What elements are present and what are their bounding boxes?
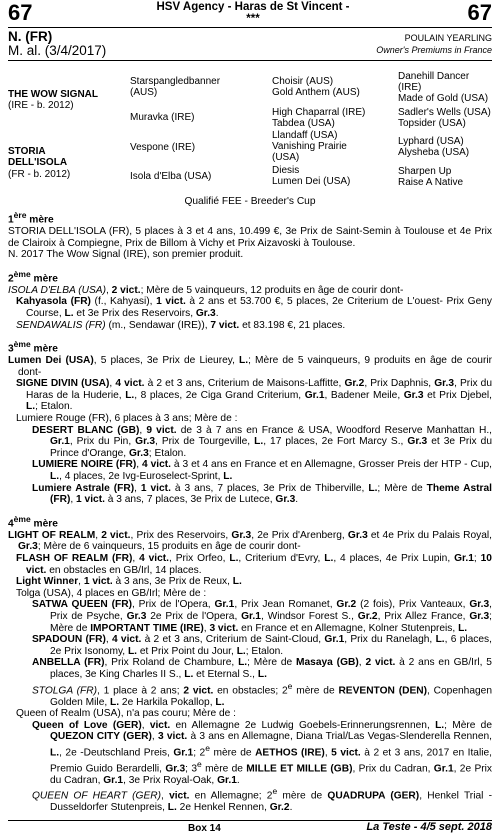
dam-name: STORIA DELL'ISOLA — [8, 146, 68, 169]
produce-entry: STOLGA (FR), 1 place à 2 ans; 2 vict. en obstacles; 2e mère de REVENTON (DEN), Copenhagen Golden Mile, L. 2e Harkila Pokallop, L. — [32, 680, 493, 708]
sale-place-date: La Teste - 4/5 sept. 2018 — [366, 821, 492, 833]
pedigree-g3: Diesis Lumen Dei (USA) — [272, 165, 351, 188]
produce-entry: Lumiere Astrale (FR), 1 vict. à 3 ans, 7 places, 3e Prix de Thiberville, L.; Mère de Theme Astral (FR), 1 vict. à 3 ans, 7 places, 3e Prix de Lutece, Gr.3. — [32, 482, 492, 506]
box-number: Box 14 — [188, 823, 221, 834]
dam-record: STORIA DELL'ISOLA (FR), 5 places à 3 et 4 ans, 10.499 €, 3e Prix de Saint-Semin à Toulouse et 4e Prix de Clairoix à Compiegne, Prix de Billom à Vichy et Prix Aizavoski à Toulouse. N. 2017 The Wow Signal (IRE), son premier produit. — [8, 225, 492, 261]
pedigree-g2: Vespone (IRE) — [130, 142, 196, 153]
pedigree-g4: Sadler's Wells (USA) Topsider (USA) — [398, 107, 491, 130]
lot-number: 67 — [8, 0, 33, 25]
produce-entry: FLASH OF REALM (FR), 4 vict., Prix Orfeo, L., Criterium d'Evry, L., 4 places, 4e Prix Lupin, Gr.1; 10 vict. en obstacles en GB/Irl, 14 places. — [16, 553, 492, 576]
qualification: Qualifié FEE - Breeder's Cup — [184, 196, 316, 207]
header-rule — [8, 27, 492, 28]
produce-entry: Queen of Realm (USA), n'a pas couru; Mère de : — [16, 708, 236, 720]
section-heading: 2ème mère — [8, 268, 58, 285]
produce-entry: Tolga (USA), 4 places en GB/Irl; Mère de : — [16, 587, 207, 599]
produce-entry: Kahyasola (FR) (f., Kahyasi), 1 vict. à 2 ans et 53.700 €, 5 places, 2e Criterium de L'ouest- Prix Geny Course, L. et 3e Prix des Reservoirs, Gr.3. — [16, 296, 492, 319]
section-heading: 3ème mère — [8, 339, 58, 355]
pedigree-g3: Llandaff (USA) Vanishing Prairie (USA) — [272, 130, 347, 164]
premium-note: Owner's Premiums in France — [376, 45, 492, 55]
produce-entry: SATWA QUEEN (FR), Prix de l'Opera, Gr.1, Prix Jean Romanet, Gr.2 (2 fois), Prix Vanteaux, Gr.3, Prix de Psyche, Gr.3 2e Prix de l'Opera, Gr.1, Windsor Forest S., Gr.2, Prix Allez France, Gr.3; Mère de IMPORTANT TIME (IRE), 3 vict. en France et en Allemagne, Kolner Stutenpreis, L. — [32, 599, 492, 634]
produce-entry: QUEEN OF HEART (GER), vict. en Allemagne; 2e mère de QUADRUPA (GER), Henkel Trial - Dusseldorfer Stutenpreis, L. 2e Henkel Rennen, Gr.2. — [32, 786, 492, 814]
section-heading: 4ème mère — [8, 513, 58, 530]
produce-entry: SIGNE DIVIN (USA), 4 vict. à 2 et 3 ans, Criterium de Maisons-Laffitte, Gr.2, Prix Daphnis, Gr.3, Prix du Haras de la Huderie, L., 8 places, 2e Ciga Grand Criterium, Gr.1, Badener Meile, Gr.3 et Prix Djebel, L.; Etalon. — [16, 378, 492, 413]
pedigree-g4: Sharpen Up Raise A Native — [398, 166, 464, 189]
dam-info: (FR - b. 2012) — [8, 169, 71, 180]
dam-record: Lumen Dei (USA), 5 places, 3e Prix de Lieurey, L.; Mère de 5 vainqueurs, 9 produits en âge de courir dont- — [8, 355, 492, 378]
pedigree-g4: Danehill Dancer (IRE) Made of Gold (USA) — [398, 71, 489, 105]
section-heading: 1ère mère — [8, 210, 54, 226]
lot-number-right: 67 — [467, 0, 492, 25]
produce-entry: SENDAWALIS (FR) (m., Sendawar (IRE)), 7 vict. et 83.198 €, 21 places. — [16, 319, 346, 331]
produce-entry: LUMIERE NOIRE (FR), 4 vict. à 3 et 4 ans en France et en Allemagne, Grosser Preis der HTP - Cup, L., 4 places, 2e Ivg-Euroselect-Sprint, L. — [32, 459, 492, 483]
dam-record: ISOLA D'ELBA (USA), 2 vict.; Mère de 5 vainqueurs, 12 produits en âge de courir dont- — [8, 284, 404, 296]
produce-entry: SPADOUN (FR), 4 vict. à 2 et 3 ans, Criterium de Saint-Cloud, Gr.1, Prix du Ranelagh, L., 6 places, 2e Prix Isonomy, L. et Prix Point du Jour, L.; Etalon. — [32, 634, 492, 657]
pedigree-g4: Lyphard (USA) Alysheba (USA) — [398, 136, 470, 159]
pedigree-g2: Isola d'Elba (USA) — [130, 171, 212, 182]
produce-record — [8, 210, 492, 814]
sire-name: THE WOW SIGNAL — [8, 89, 98, 100]
sire-info: (IRE - b. 2012) — [8, 100, 74, 111]
horse-name: N. (FR) — [8, 29, 53, 44]
pedigree-rule — [8, 60, 492, 61]
pedigree-g3: High Chaparral (IRE) Tabdea (USA) — [272, 107, 366, 130]
produce-entry: ANBELLA (FR), Prix Roland de Chambure, L.; Mère de Masaya (GB), 2 vict. à 2 ans en GB/Irl, 5 places, 3e King Charles II S., L. et Eternal S., L. — [32, 657, 492, 680]
horse-category: POULAIN YEARLING — [404, 33, 492, 43]
pedigree-g2: Muravka (IRE) — [130, 112, 195, 123]
horse-sex-age: M. al. (3/4/2017) — [8, 43, 107, 58]
produce-entry: Lumiere Rouge (FR), 6 places à 3 ans; Mère de : — [16, 413, 238, 425]
produce-entry: Light Winner, 1 vict. à 3 ans, 3e Prix de Reux, L. — [16, 576, 242, 588]
dam-record: LIGHT OF REALM, 2 vict., Prix des Reservoirs, Gr.3, 2e Prix d'Arenberg, Gr.3 et 4e Prix du Palais Royal, Gr.3; Mère de 6 vainqueurs, 15 produits en âge de courir dont- — [8, 529, 492, 553]
pedigree-g3: Choisir (AUS) Gold Anthem (AUS) — [272, 76, 360, 99]
agency-title: HSV Agency - Haras de St Vincent - *** — [156, 1, 350, 25]
produce-entry: Queen of Love (GER), vict. en Allemagne 2e Ludwig Goebels-Erinnerungsrennen, L.; Mère de QUEZON CITY (GER), 3 vict. à 3 ans en Allemagne, Diana Trial/Las Vegas-Slenderella Rennen, L., 2e -Deutschland Preis, Gr.1; 2e mère de AETHOS (IRE), 5 vict. à 2 et 3 ans, 2017 en Italie, Premio Guido Berardelli, Gr.3; 3e mère de MILLE ET MILLE (GB), Prix du Cadran, Gr.1, 2e Prix du Cadran, Gr.1, 3e Prix Royal-Oak, Gr.1. — [32, 719, 492, 786]
produce-entry: DESERT BLANC (GB), 9 vict. de 3 à 7 ans en France & USA, Woodford Reserve Manhattan H., Gr.1, Prix du Pin, Gr.3, Prix de Tourgeville, L., 17 places, 2e Fort Marcy S., Gr.3 et 3e Prix du Prince d'Orange, Gr.3; Etalon. — [32, 424, 492, 459]
pedigree-g2: Starspangledbanner (AUS) — [130, 76, 221, 99]
